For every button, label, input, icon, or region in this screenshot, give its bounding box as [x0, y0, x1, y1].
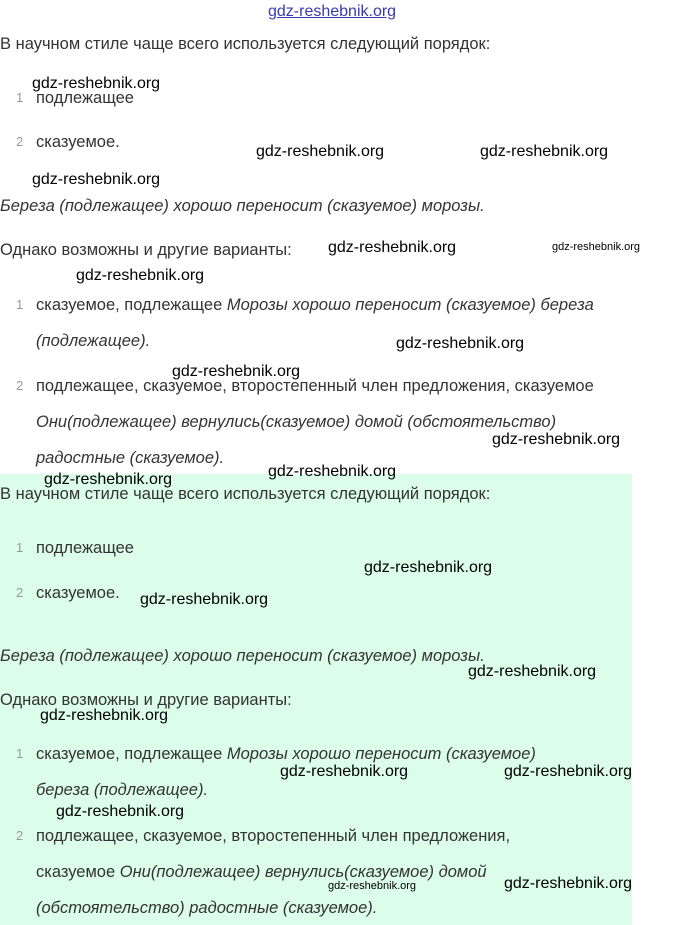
list-number: 1	[16, 297, 24, 312]
variant-label: сказуемое, подлежащее	[36, 745, 223, 763]
list-item: подлежащее	[36, 539, 134, 557]
variant-example-continued: береза (подлежащее).	[36, 781, 209, 799]
variant-label: подлежащее, сказуемое, второстепенный член предложения, сказуемое	[36, 377, 594, 395]
watermark-text: gdz-reshebnik.org	[504, 875, 633, 892]
watermark-text: gdz-reshebnik.org	[56, 803, 185, 820]
list-number: 1	[16, 90, 24, 105]
watermark-text: gdz-reshebnik.org	[480, 143, 609, 160]
example-sentence: Береза (подлежащее) хорошо переносит (сказуемое) морозы.	[0, 197, 485, 215]
variant-label: сказуемое, подлежащее	[36, 296, 223, 314]
list-number: 2	[16, 828, 24, 843]
watermark-text: gdz-reshebnik.org	[328, 239, 457, 256]
intro-text: В научном стиле чаще всего используется следующий порядок:	[0, 35, 491, 53]
watermark-text: gdz-reshebnik.org	[268, 463, 397, 480]
variant-example: Морозы хорошо переносит (сказуемое) береза	[226, 296, 594, 314]
watermark-text: gdz-reshebnik.org	[44, 471, 173, 488]
watermark-text: gdz-reshebnik.org	[504, 763, 633, 780]
variant-example: Морозы хорошо переносит (сказуемое)	[226, 745, 536, 763]
example-sentence: Береза (подлежащее) хорошо переносит (сказуемое) морозы.	[0, 647, 485, 665]
top-watermark-link[interactable]: gdz-reshebnik.org	[268, 3, 397, 20]
watermark-text: gdz-reshebnik.org	[172, 363, 301, 380]
variant-label: подлежащее, сказуемое, второстепенный член предложения,	[36, 827, 511, 845]
variant-example-continued: (подлежащее).	[36, 332, 151, 350]
variants-intro: Однако возможны и другие варианты:	[0, 691, 292, 709]
list-number: 1	[16, 746, 24, 761]
watermark-text: gdz-reshebnik.org	[492, 431, 621, 448]
variant-example: Они(подлежащее) вернулись(сказуемое) домой (обстоятельство)	[36, 413, 557, 431]
watermark-text: gdz-reshebnik.org	[396, 335, 525, 352]
list-number: 2	[16, 378, 24, 393]
variant-item	[36, 862, 487, 882]
watermark-text: gdz-reshebnik.org	[140, 591, 269, 608]
list-item: сказуемое.	[36, 133, 120, 151]
list-number: 2	[16, 585, 24, 600]
watermark-text: gdz-reshebnik.org	[468, 663, 597, 680]
watermark-text: gdz-reshebnik.org	[256, 143, 385, 160]
list-number: 1	[16, 540, 24, 555]
list-item: подлежащее	[36, 89, 134, 107]
watermark-text: gdz-reshebnik.org	[364, 559, 493, 576]
watermark-text: gdz-reshebnik.org	[76, 267, 205, 284]
variant-label: сказуемое	[36, 863, 116, 881]
variant-item	[36, 744, 536, 764]
watermark-text: gdz-reshebnik.org	[328, 880, 417, 892]
intro-text: В научном стиле чаще всего используется следующий порядок:	[0, 485, 491, 503]
variant-item	[36, 295, 594, 315]
variant-example: Они(подлежащее) вернулись(сказуемое) домой	[119, 863, 487, 881]
list-number: 2	[16, 134, 24, 149]
watermark-text: gdz-reshebnik.org	[40, 707, 169, 724]
watermark-text: gdz-reshebnik.org	[32, 171, 161, 188]
list-item: сказуемое.	[36, 584, 120, 602]
variant-example-continued: радостные (сказуемое).	[36, 449, 225, 467]
variant-example-continued: (обстоятельство) радостные (сказуемое).	[36, 899, 378, 917]
watermark-text: gdz-reshebnik.org	[552, 241, 641, 253]
variants-intro: Однако возможны и другие варианты:	[0, 241, 292, 259]
watermark-text: gdz-reshebnik.org	[32, 75, 161, 92]
watermark-text: gdz-reshebnik.org	[280, 763, 409, 780]
